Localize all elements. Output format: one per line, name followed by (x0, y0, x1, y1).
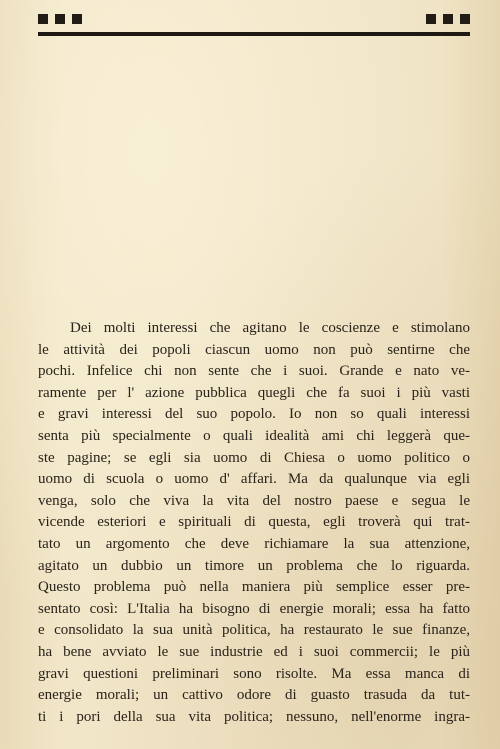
text-line: gravi questioni preliminari sono risolte. Ma essa manca di (38, 665, 470, 682)
body-paragraph (38, 318, 470, 728)
text-line: agitato un dubbio un timore un problema che lo riguarda. (38, 557, 470, 574)
text-line: sentato così: L'Italia ha bisogno di energie morali; essa ha fatto (38, 600, 470, 617)
text-line: vicende esteriori e spirituali di questa, egli troverà qui trat- (38, 514, 470, 531)
text-line: ti i pori della sua vita politica; nessuno, nell'enorme ingra- (38, 708, 470, 725)
square-ornament-icon (38, 14, 48, 24)
right-ornament (426, 14, 470, 24)
text-line: ha bene avviato le sue industrie ed i suoi commercii; le più (38, 643, 470, 660)
text-line: ste pagine; se egli sia uomo di Chiesa o uomo politico o (38, 449, 470, 466)
text-line: Questo problema può nella maniera più semplice esser pre- (38, 579, 470, 596)
square-ornament-icon (426, 14, 436, 24)
square-ornament-icon (72, 14, 82, 24)
text-line: pochi. Infelice chi non sente che i suoi. Grande e nato ve- (38, 363, 470, 380)
text-line: e consolidato la sua unità politica, ha restaurato le sue finanze, (38, 622, 470, 639)
square-ornament-icon (460, 14, 470, 24)
text-line: senta più specialmente o quali idealità ami chi leggerà que- (38, 427, 470, 444)
text-line: ramente per l' azione pubblica quegli che fa suoi i più vasti (38, 384, 470, 401)
square-ornament-icon (443, 14, 453, 24)
text-line: tato un argomento che deve richiamare la sua attenzione, (38, 535, 470, 552)
text-line: uomo di scuola o uomo d' affari. Ma da qualunque via egli (38, 471, 470, 488)
text-line: le attività dei popoli ciascun uomo non può sentirne che (38, 341, 470, 358)
text-line: Dei molti interessi che agitano le coscienze e stimolano (70, 320, 470, 336)
header-rule (38, 32, 470, 36)
text-line: energie morali; un cattivo odore di guasto trasuda da tut- (38, 687, 470, 704)
square-ornament-icon (55, 14, 65, 24)
page-header (38, 14, 470, 38)
text-line: venga, solo che viva la vita del nostro paese e segua le (38, 492, 470, 509)
left-ornament (38, 14, 82, 24)
text-line: e gravi interessi del suo popolo. Io non so quali interessi (38, 406, 470, 423)
